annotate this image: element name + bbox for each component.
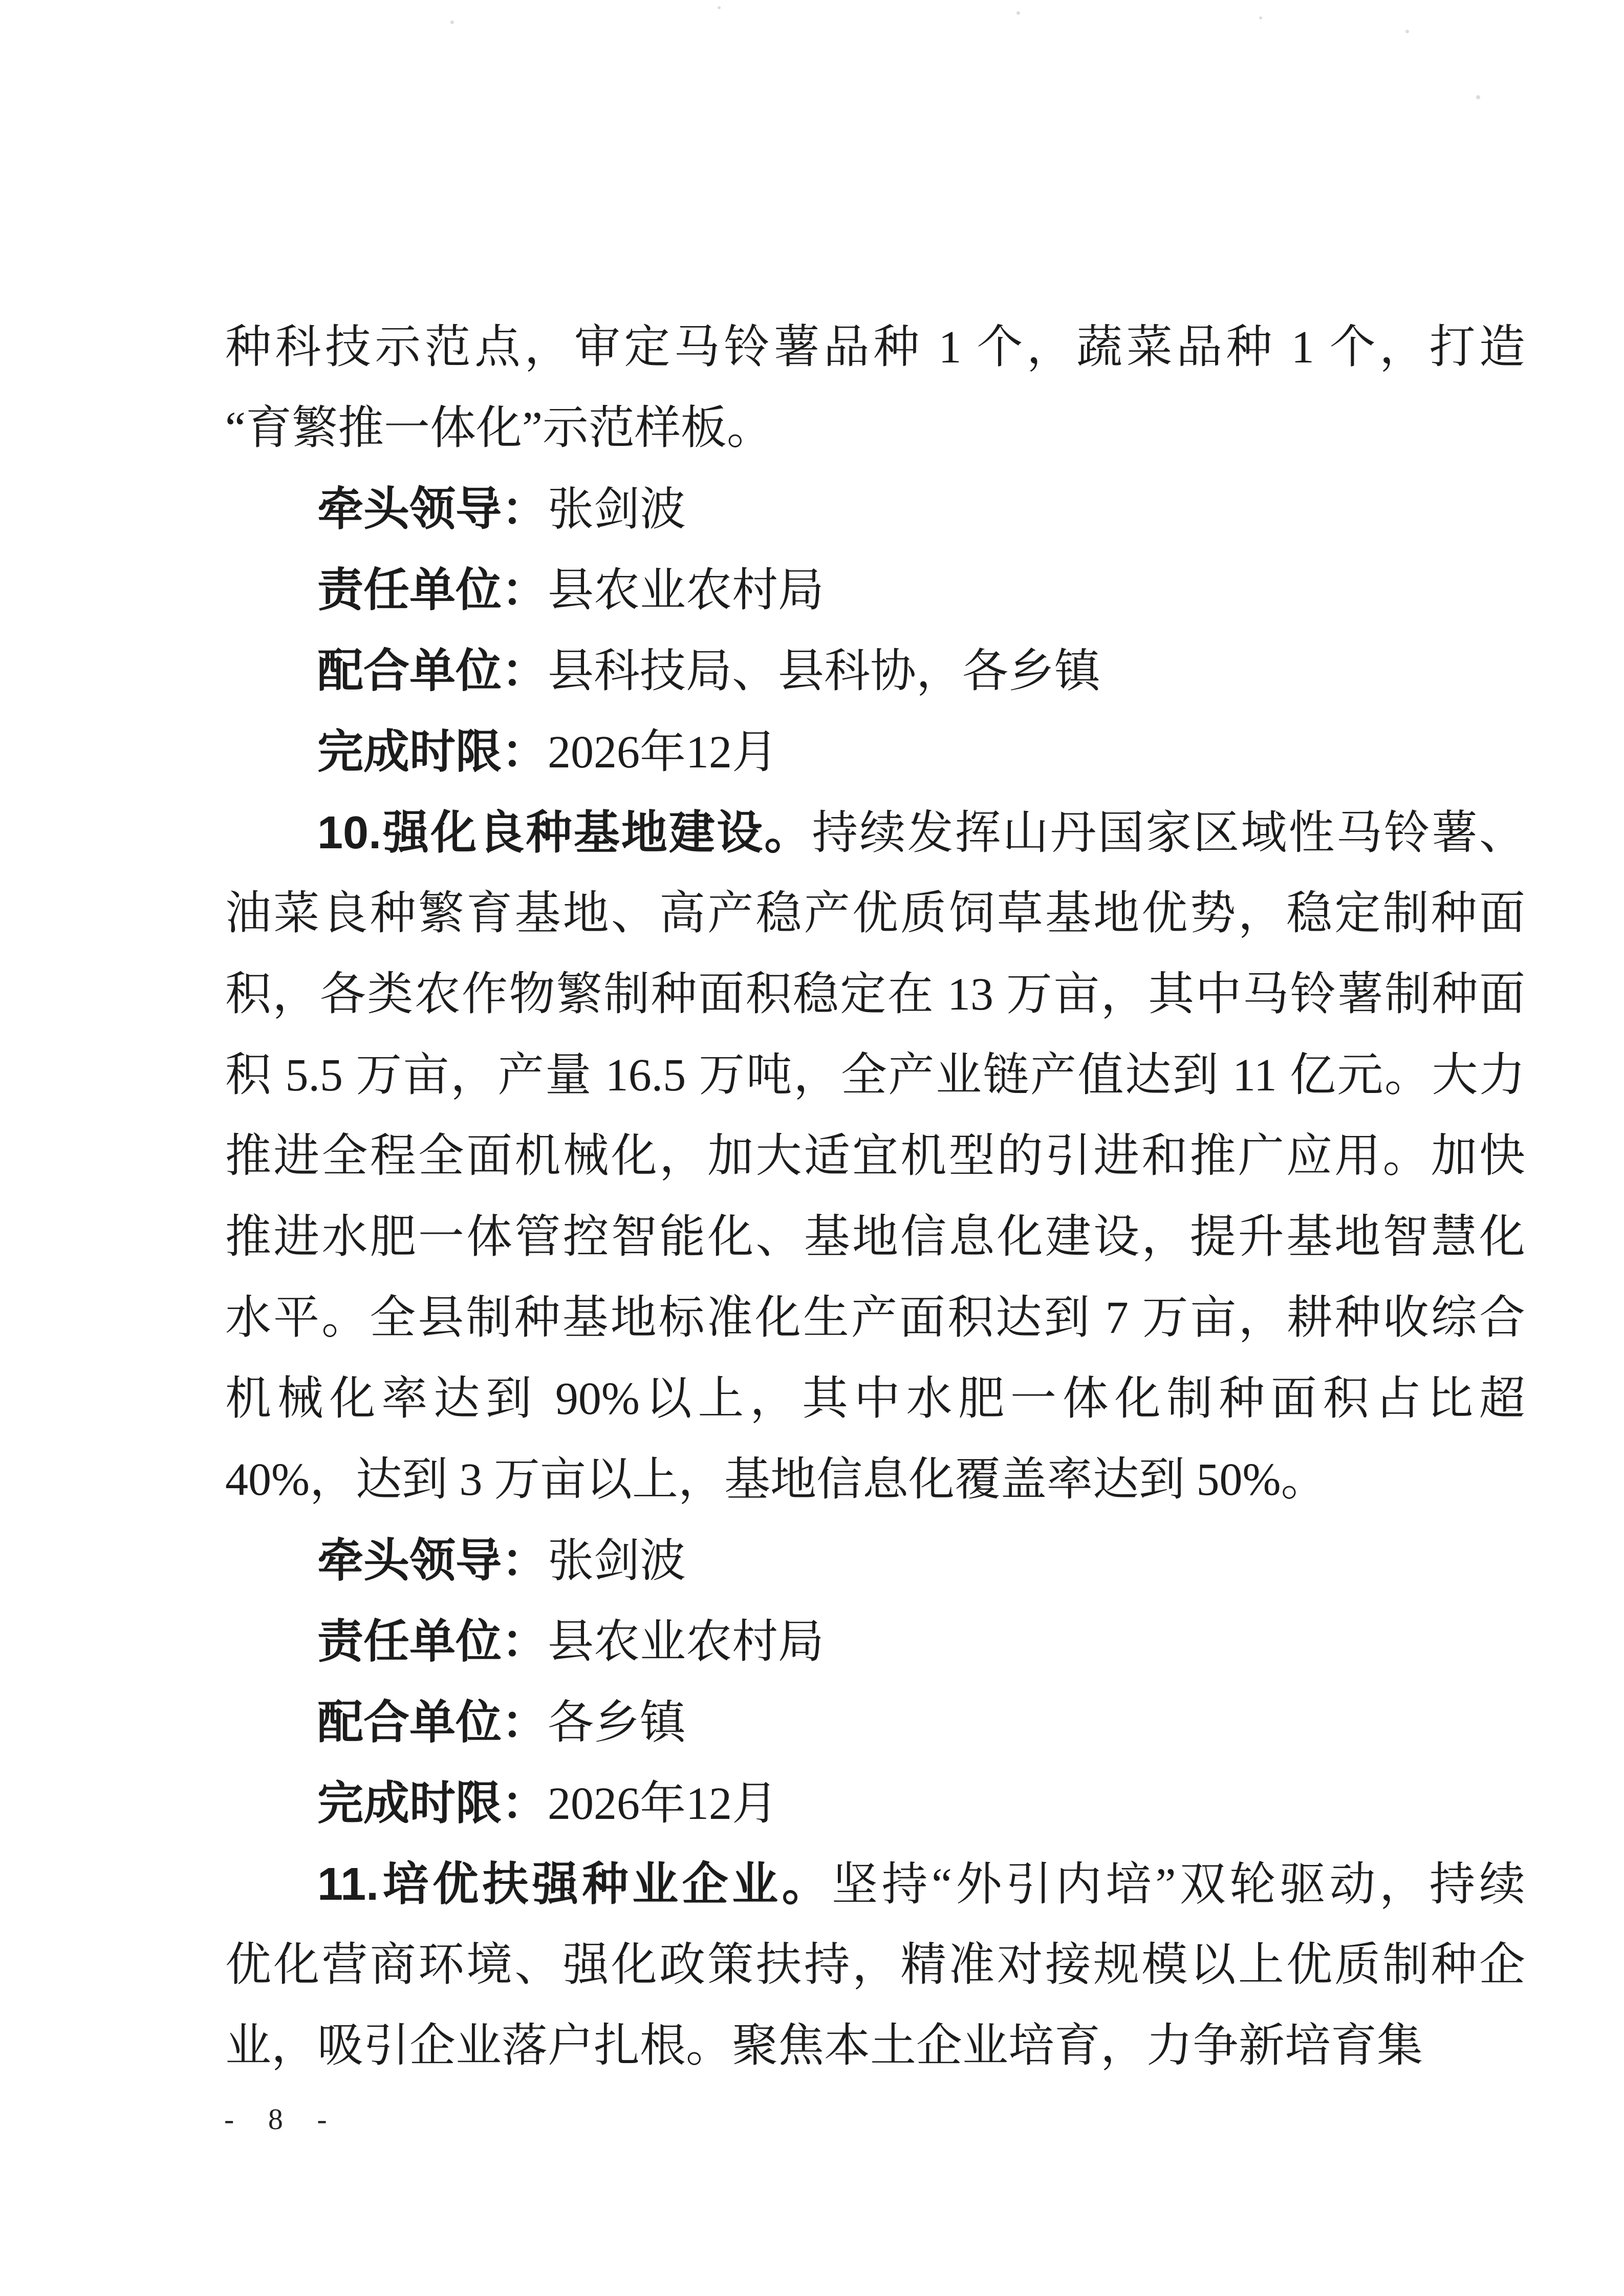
- line-text: 40%，达到 3 万亩以上，基地信息化覆盖率达到 50%。: [225, 1454, 1327, 1505]
- line-text: 种科技示范点，审定马铃薯品种 1 个，蔬菜品种 1 个，打造: [225, 322, 1525, 373]
- line-label: 牵头领导：: [317, 484, 548, 535]
- scan-artifact: [1259, 16, 1262, 19]
- text-line-lead-leader: [225, 1520, 1525, 1601]
- line-text: 推进水肥一体管控智能化、基地信息化建设，提升基地智慧化: [225, 1212, 1525, 1262]
- page-number: - 8 -: [224, 2102, 340, 2136]
- line-text: 2026年12月: [548, 727, 778, 778]
- text-line-cooperating-unit: [225, 631, 1525, 712]
- line-text: 推进全程全面机械化，加大适宜机型的引进和推广应用。加快: [225, 1131, 1525, 1182]
- item-heading: 11.培优扶强种业企业。: [317, 1859, 832, 1910]
- text-line: [225, 1116, 1525, 1197]
- line-text: 张剑波: [548, 484, 686, 535]
- text-line-item-10-heading: [225, 792, 1525, 873]
- text-line: [225, 1035, 1525, 1116]
- line-text: “育繁推一体化”示范样板。: [225, 403, 773, 454]
- line-text: 持续发挥山丹国家区域性马铃薯、: [812, 808, 1525, 859]
- scan-artifact: [450, 20, 454, 24]
- line-text: 积，各类农作物繁制种面积稳定在 13 万亩，其中马铃薯制种面: [225, 969, 1525, 1020]
- text-line: [225, 1197, 1525, 1278]
- line-text: 县农业农村局: [548, 1617, 824, 1667]
- line-text: 各乡镇: [548, 1698, 686, 1748]
- line-label: 配合单位：: [317, 646, 548, 697]
- text-line-responsible-unit: [225, 550, 1525, 631]
- line-text: 机械化率达到 90%以上，其中水肥一体化制种面积占比超: [225, 1374, 1525, 1424]
- text-line: [225, 1359, 1525, 1440]
- line-text: 2026年12月: [548, 1778, 778, 1829]
- text-line-responsible-unit: [225, 1601, 1525, 1682]
- text-line: [225, 1925, 1525, 2006]
- scan-artifact: [1476, 95, 1480, 99]
- line-label: 完成时限：: [317, 1778, 548, 1829]
- line-text: 油菜良种繁育基地、高产稳产优质饲草基地优势，稳定制种面: [225, 888, 1525, 939]
- line-label: 责任单位：: [317, 1616, 548, 1667]
- line-text: 业，吸引企业落户扎根。聚焦本土企业培育，力争新培育集: [225, 2021, 1423, 2071]
- text-line-deadline: [225, 1763, 1525, 1844]
- line-text: 优化营商环境、强化政策扶持，精准对接规模以上优质制种企: [225, 1940, 1525, 1990]
- text-line: [225, 2006, 1525, 2087]
- line-label: 牵头领导：: [317, 1535, 548, 1586]
- text-line: [225, 954, 1525, 1035]
- line-text: 坚持“外引内培”双轮驱动，持续: [832, 1859, 1525, 1910]
- text-line: [225, 1440, 1525, 1520]
- line-label: 责任单位：: [317, 565, 548, 616]
- line-text: 水平。全县制种基地标准化生产面积达到 7 万亩，耕种收综合: [225, 1293, 1525, 1343]
- line-text: 积 5.5 万亩，产量 16.5 万吨，全产业链产值达到 11 亿元。大力: [225, 1050, 1525, 1101]
- scan-artifact: [1016, 11, 1020, 15]
- line-text: 张剑波: [548, 1536, 686, 1586]
- text-line: [225, 307, 1525, 388]
- line-text: 县农业农村局: [548, 565, 824, 616]
- text-line: [225, 1278, 1525, 1359]
- text-line-lead-leader: [225, 469, 1525, 550]
- line-label: 完成时限：: [317, 726, 548, 778]
- scan-artifact: [718, 6, 721, 9]
- text-line-cooperating-unit: [225, 1682, 1525, 1763]
- scan-artifact: [1405, 30, 1409, 33]
- line-text: 县科技局、县科协，各乡镇: [548, 646, 1100, 697]
- text-line: [225, 873, 1525, 954]
- item-heading: 10.强化良种基地建设。: [317, 807, 812, 859]
- text-line-item-11-heading: [225, 1844, 1525, 1925]
- text-line: [225, 388, 1525, 469]
- text-column: [225, 307, 1525, 2087]
- line-label: 配合单位：: [317, 1697, 548, 1748]
- text-line-deadline: [225, 712, 1525, 792]
